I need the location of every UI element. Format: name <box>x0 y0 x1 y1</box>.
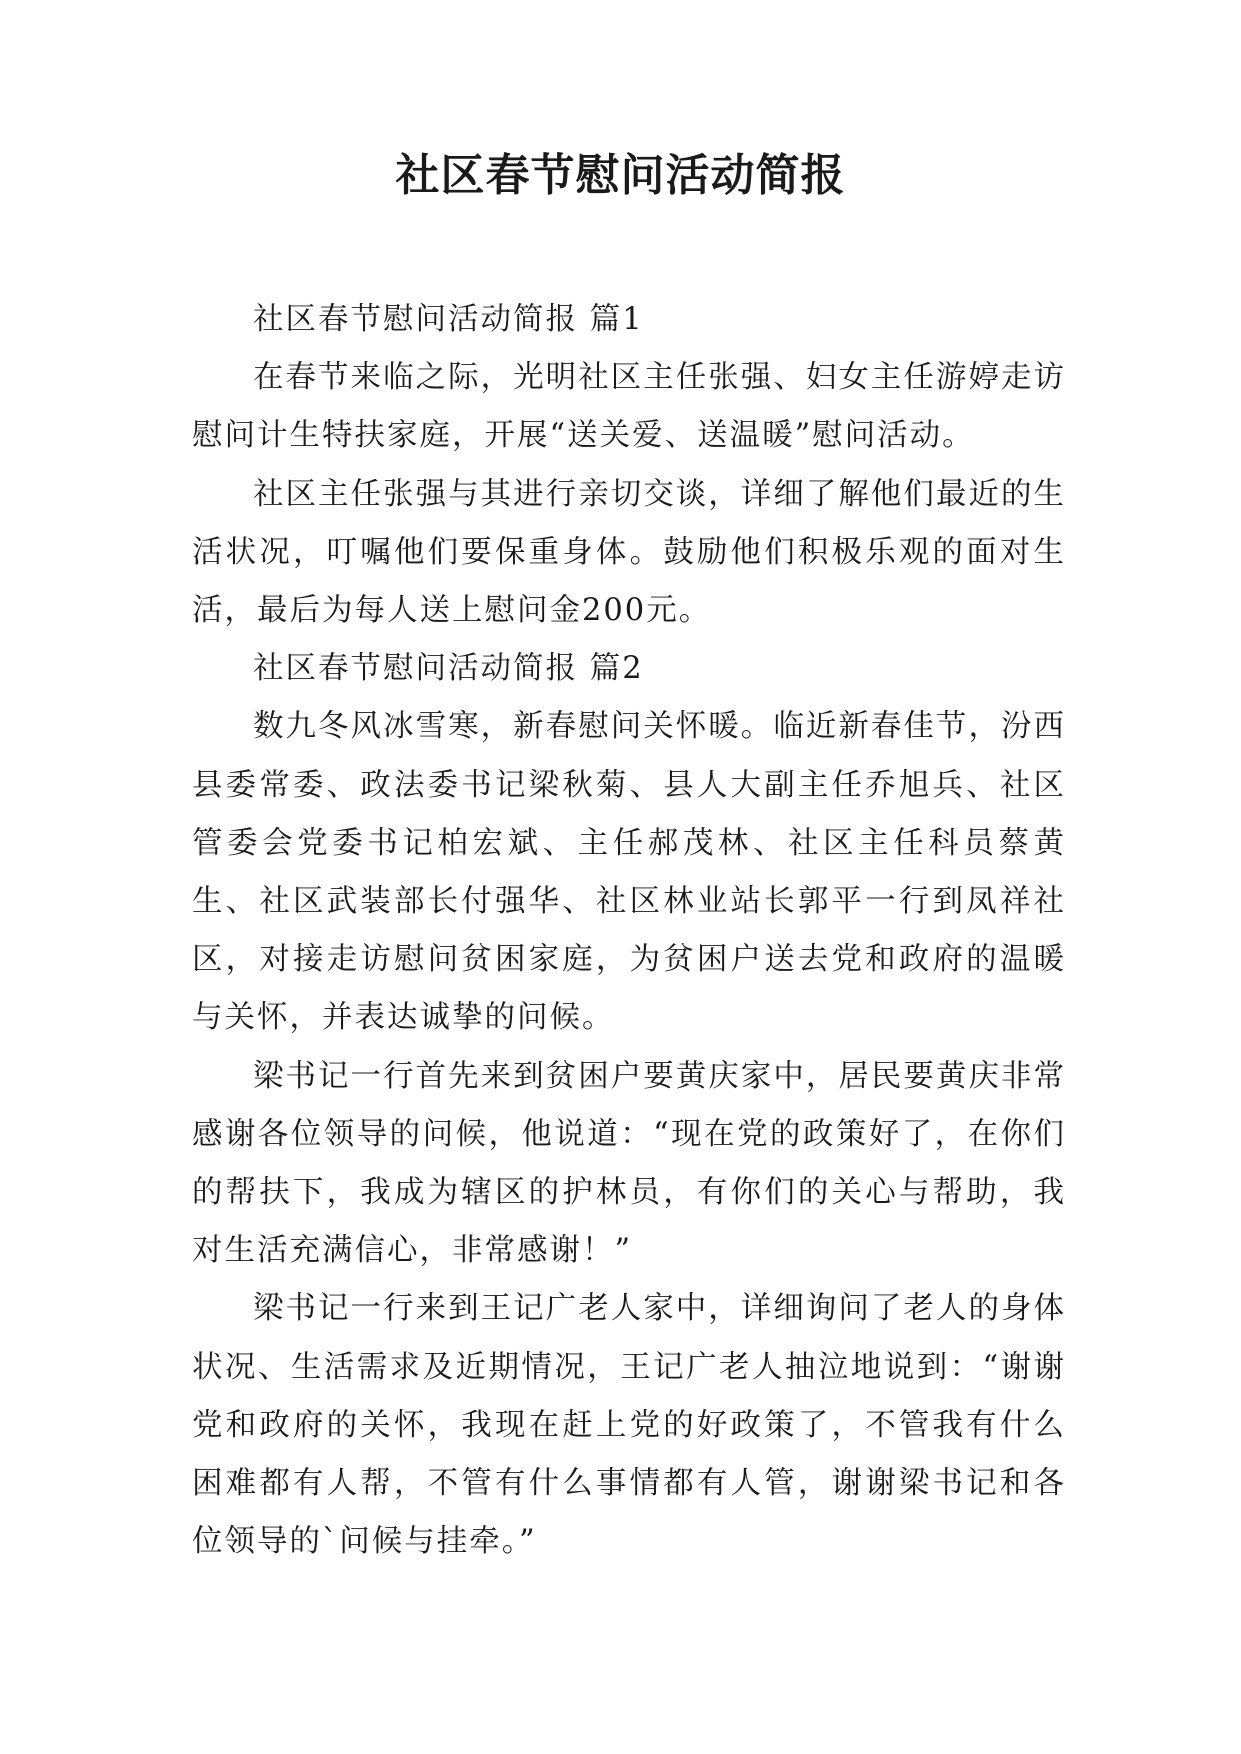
paragraph: 梁书记一行首先来到贫困户要黄庆家中，居民要黄庆非常感谢各位领导的问候，他说道：“现在党的政策好了，在你们的帮扶下，我成为辖区的护林员，有你们的关心与帮助，我对生活充满信心，非常感谢！” <box>192 1058 1066 1269</box>
document-body <box>192 291 1066 1571</box>
section-heading-1: 社区春节慰问活动简报 篇1 <box>253 302 644 337</box>
paragraph: 梁书记一行来到王记广老人家中，详细询问了老人的身体状况、生活需求及近期情况，王记广老人抽泣地说到：“谢谢党和政府的关怀，我现在赶上党的好政策了，不管我有什么困难都有人帮，不管有什么事情都有人管，谢谢梁书记和各位领导的`问候与挂牵。” <box>192 1291 1066 1560</box>
paragraph: 社区主任张强与其进行亲切交谈，详细了解他们最近的生活状况，叮嘱他们要保重身体。鼓励他们积极乐观的面对生活，最后为每人送上慰问金200元。 <box>192 476 1066 629</box>
paragraph: 数九冬风冰雪寒，新春慰问关怀暖。临近新春佳节，汾西县委常委、政法委书记梁秋菊、县人大副主任乔旭兵、社区管委会党委书记柏宏斌、主任郝茂林、社区主任科员蔡黄生、社区武装部长付强华、社区林业站长郭平一行到凤祥社区，对接走访慰问贫困家庭，为贫困户送去党和政府的温暖与关怀，并表达诚挚的问候。 <box>192 709 1066 1036</box>
paragraph: 在春节来临之际，光明社区主任张强、妇女主任游婷走访慰问计生特扶家庭，开展“送关爱、送温暖”慰问活动。 <box>192 360 1066 454</box>
section-heading-2: 社区春节慰问活动简报 篇2 <box>253 651 644 687</box>
document-title: 社区春节慰问活动简报 <box>395 150 846 201</box>
